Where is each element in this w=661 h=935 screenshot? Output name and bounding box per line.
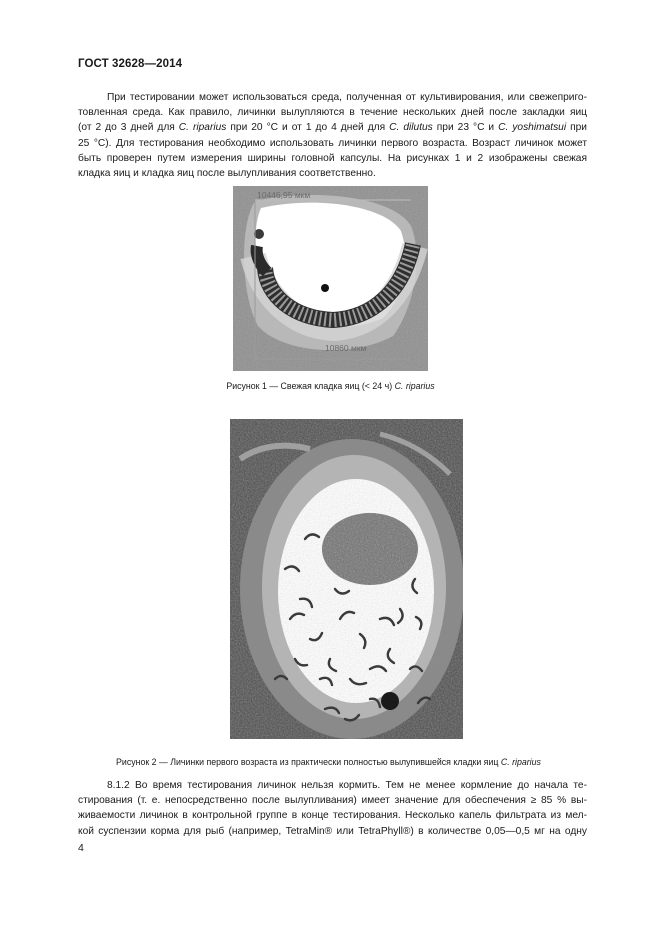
- paragraph-feeding: [78, 778, 587, 839]
- figure-egg-mass: [233, 186, 428, 371]
- paragraph-line: быть проверен путем измерения ширины головной капсулы. На рисунках 1 и 2 изображены свежая: [78, 152, 587, 164]
- paragraph-line: живаемости личинок в контрольной группе в конце тестирования. Несколько капель фильтрата из мел-: [78, 810, 587, 822]
- figure2-caption: [0, 757, 659, 767]
- text-run: при 23 °С и: [432, 122, 499, 134]
- page-number: 4: [78, 842, 84, 854]
- paragraph-line: кой суспензии корма для рыб (например, TetraMin® или TetraPhyll®) в количестве 0,05—0,5 мг на одну: [78, 825, 587, 837]
- species-name: C. riparius: [500, 757, 541, 767]
- paragraph-line: При тестировании может использоваться среда, полученная от культивирования, или свежеприго-: [107, 92, 587, 103]
- scale-label-top: 10446,95 мкм: [257, 190, 311, 200]
- text-run: при: [566, 122, 587, 134]
- scale-label-bottom: 10860 мкм: [325, 343, 367, 353]
- figure-hatched-larvae: [230, 419, 463, 739]
- paragraph-line: 25 °С). Для тестирования необходимо использовать личинки первого возраста. Возраст личинок может: [78, 137, 587, 149]
- larvae-photo: [230, 419, 463, 739]
- caption-text: Рисунок 2 — Личинки первого возраста из практически полностью вылупившейся кладки яиц: [116, 757, 501, 767]
- paragraph-line: стирования (т. е. непосредственно после вылупливания) имеет значение для обеспечения ≥ 85 % вы-: [78, 795, 587, 807]
- species-name: C. riparius: [394, 381, 435, 391]
- species-name: C. dilutus: [389, 122, 433, 134]
- document-header: ГОСТ 32628—2014: [78, 58, 183, 70]
- text-run: при 20 °С и от 1 до 4 дней для: [226, 122, 390, 134]
- figure1-caption: [0, 381, 661, 391]
- caption-text: Рисунок 1 — Свежая кладка яиц (< 24 ч): [226, 381, 395, 391]
- species-name: C. yoshimatsui: [498, 122, 567, 134]
- paragraph-intro: [78, 90, 587, 181]
- paragraph-line: 8.1.2 Во время тестирования личинок нельзя кормить. Тем не менее кормление до начала те-: [107, 780, 587, 791]
- paragraph-line-species: [78, 120, 587, 135]
- paragraph-line: товленная среда. Как правило, личинки вылупляются в течение нескольких дней после закладки яиц: [78, 107, 587, 119]
- paragraph-line: кладка яиц и кладка яиц после вылупливания соответственно.: [78, 168, 376, 180]
- species-name: C. riparius: [178, 122, 227, 134]
- text-run: (от 2 до 3 дней для: [78, 122, 179, 134]
